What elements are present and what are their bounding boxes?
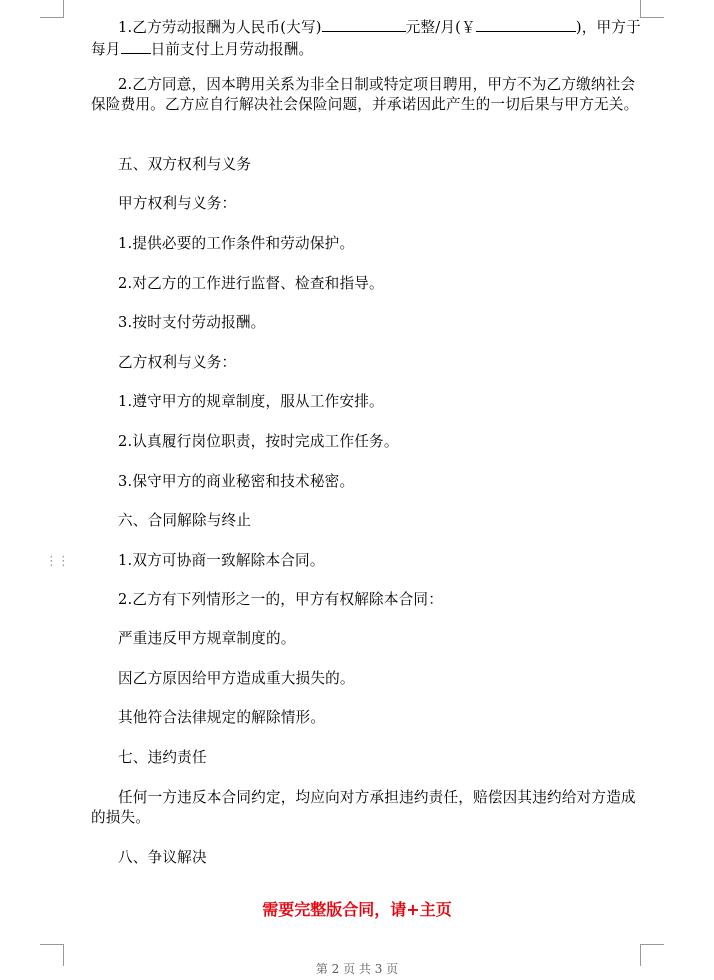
salary-text-4: 日前支付上月劳动报酬。 xyxy=(150,41,314,58)
crop-mark-top-left xyxy=(40,0,64,18)
party-b-item-3: 3.保守甲方的商业秘密和技术秘密。 xyxy=(118,473,355,490)
termination-case-3: 其他符合法律规定的解除情形。 xyxy=(118,709,326,726)
party-b-item-1: 1.遵守甲方的规章制度，服从工作安排。 xyxy=(118,393,384,410)
section-heading-5: 五、双方权利与义务 xyxy=(118,156,252,173)
salary-figure-blank[interactable] xyxy=(476,16,576,32)
termination-case-2: 因乙方原因给甲方造成重大损失的。 xyxy=(118,670,355,687)
salary-paragraph xyxy=(91,16,643,60)
party-a-item-3: 3.按时支付劳动报酬。 xyxy=(118,314,266,331)
salary-text-1: 1.乙方劳动报酬为人民币(大写) xyxy=(118,19,322,36)
page-indicator: 第 2 页 共 3 页 xyxy=(315,962,399,976)
salary-amount-blank[interactable] xyxy=(322,16,406,32)
party-a-item-2: 2.对乙方的工作进行监督、检查和指导。 xyxy=(118,275,384,292)
drag-handle-icon[interactable]: ⋮⋮ xyxy=(45,554,69,569)
section-heading-8: 八、争议解决 xyxy=(118,849,207,866)
crop-mark-top-right xyxy=(640,0,664,18)
section-heading-7: 七、违约责任 xyxy=(118,749,207,766)
liability-paragraph: 任何一方违反本合同约定，均应向对方承担违约责任，赔偿因其违约给对方造成的损失。 xyxy=(91,789,636,826)
social-insurance-paragraph: 2.乙方同意，因本聘用关系为非全日制或特定项目聘用，甲方不为乙方缴纳社会保险费用。乙方应自行解决社会保险问题，并承诺因此产生的一切后果与甲方无关。 xyxy=(91,76,639,113)
full-version-link[interactable]: 需要完整版合同，请+主页 xyxy=(262,900,452,919)
termination-case-1: 严重违反甲方规章制度的。 xyxy=(118,630,296,647)
salary-text-3: )，甲方于每月 xyxy=(91,19,641,58)
termination-item-2: 2.乙方有下列情形之一的，甲方有权解除本合同： xyxy=(118,591,443,608)
party-a-heading: 甲方权利与义务： xyxy=(118,195,237,212)
party-a-item-1: 1.提供必要的工作条件和劳动保护。 xyxy=(118,235,355,252)
salary-text-2: 元整/月(￥ xyxy=(405,19,476,36)
party-b-heading: 乙方权利与义务： xyxy=(118,354,237,371)
payday-blank[interactable] xyxy=(121,38,151,54)
party-b-item-2: 2.认真履行岗位职责，按时完成工作任务。 xyxy=(118,433,399,450)
section-heading-6: 六、合同解除与终止 xyxy=(118,512,252,529)
termination-item-1: 1.双方可协商一致解除本合同。 xyxy=(118,552,325,569)
